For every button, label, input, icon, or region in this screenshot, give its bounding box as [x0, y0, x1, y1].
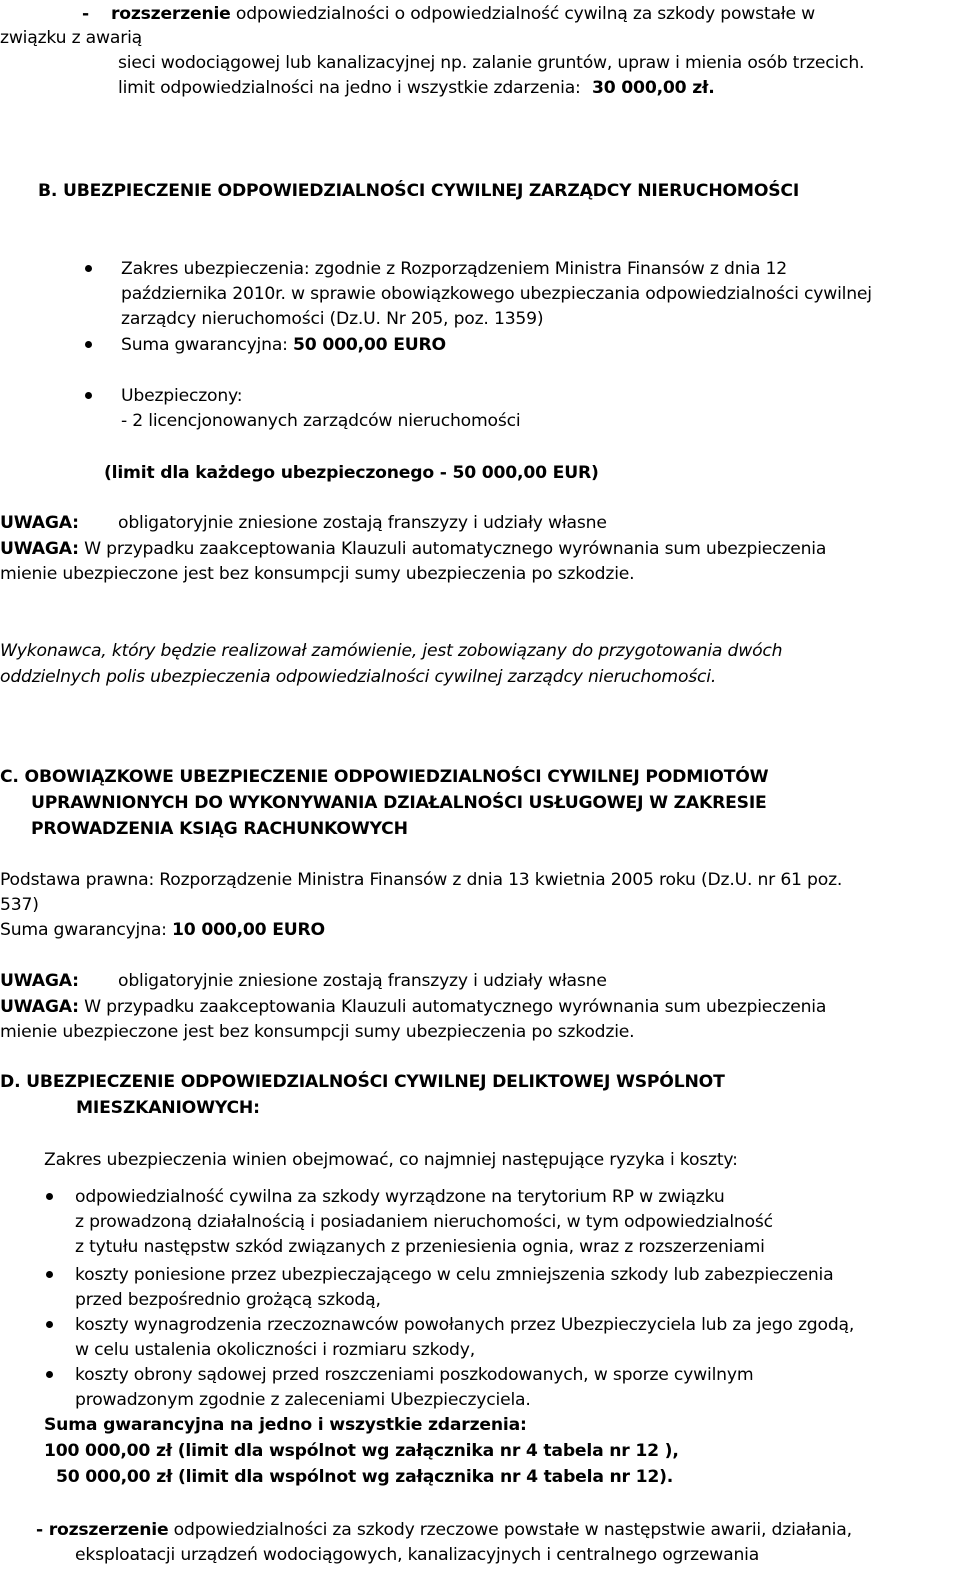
- d-sum-heading: Suma gwarancyjna na jedno i wszystkie zdarzenia:: [44, 1415, 527, 1435]
- top-limit-label: limit odpowiedzialności na jedno i wszystkie zdarzenia:: [118, 78, 581, 98]
- bullet-icon: [85, 341, 92, 348]
- d-extension-line-1-rest: odpowiedzialności za szkody rzeczowe powstałe w następstwie awarii, działania,: [168, 1520, 852, 1540]
- c-warning-2-text: W przypadku zaakceptowania Klauzuli automatycznego wyrównania sum ubezpieczenia: [78, 997, 827, 1017]
- bullet-icon: [46, 1371, 53, 1378]
- b-insured-label: Ubezpieczony:: [121, 386, 243, 406]
- b-limit-note: (limit dla każdego ubezpieczonego - 50 000,00 EUR): [104, 463, 599, 483]
- section-d-heading-line-2: MIESZKANIOWYCH:: [76, 1098, 260, 1118]
- top-line-3: sieci wodociągowej lub kanalizacyjnej np. zalanie gruntów, upraw i mienia osób trzecich.: [118, 53, 865, 73]
- c-sum-value: 10 000,00 EURO: [172, 920, 325, 940]
- d-sum-line-2: 50 000,00 zł (limit dla wspólnot wg załącznika nr 4 tabela nr 12).: [56, 1467, 674, 1487]
- b-sum-line: [121, 334, 446, 356]
- bold-word: rozszerzenie: [110, 4, 231, 24]
- d-sum-line-1: 100 000,00 zł (limit dla wspólnot wg załącznika nr 4 tabela nr 12 ),: [44, 1441, 679, 1461]
- b-sum-label: Suma gwarancyjna:: [121, 335, 294, 355]
- bullet-icon: [85, 392, 92, 399]
- d-bullet-2-line-1: koszty poniesione przez ubezpieczającego w celu zmniejszenia szkody lub zabezpieczenia: [75, 1265, 834, 1285]
- b-sum-value: 50 000,00 EURO: [293, 335, 446, 355]
- d-bullet-1-line-1: odpowiedzialność cywilna za szkody wyrządzone na terytorium RP w związku: [75, 1187, 725, 1207]
- b-insured-line: - 2 licencjonowanych zarządców nieruchomości: [121, 411, 521, 431]
- c-warning-1-text: obligatoryjnie zniesione zostają franszyzy i udziały własne: [118, 971, 607, 991]
- d-bullet-2-line-2: przed bezpośrednio grożącą szkodą,: [75, 1290, 381, 1310]
- section-c-heading-line-1: C. OBOWIĄZKOWE UBEZPIECZENIE ODPOWIEDZIALNOŚCI CYWILNEJ PODMIOTÓW: [0, 767, 769, 787]
- c-warning-2-label: UWAGA:: [0, 997, 79, 1017]
- dash: -: [82, 4, 89, 24]
- c-basis-line-2: 537): [0, 895, 39, 915]
- bullet-icon: [85, 265, 92, 272]
- b-italic-line-2: oddzielnych polis ubezpieczenia odpowiedzialności cywilnej zarządcy nieruchomości.: [0, 667, 717, 687]
- d-bullet-1-line-2: z prowadzoną działalnością i posiadaniem nieruchomości, w tym odpowiedzialność: [75, 1212, 773, 1232]
- c-warning-1-label: UWAGA:: [0, 971, 79, 991]
- d-extension-line-1: [36, 1519, 852, 1541]
- b-warning-1-label: UWAGA:: [0, 513, 79, 533]
- c-basis-line-1: Podstawa prawna: Rozporządzenie Ministra Finansów z dnia 13 kwietnia 2005 roku (Dz.U. nr 61 poz.: [0, 870, 843, 890]
- top-line-1-rest: odpowiedzialności o odpowiedzialność cywilną za szkody powstałe w: [230, 4, 815, 24]
- top-limit-value: 30 000,00 zł.: [592, 78, 715, 98]
- b-warning-2-text: W przypadku zaakceptowania Klauzuli automatycznego wyrównania sum ubezpieczenia: [78, 539, 827, 559]
- d-bullet-3-line-1: koszty wynagrodzenia rzeczoznawców powołanych przez Ubezpieczyciela lub za jego zgodą,: [75, 1315, 855, 1335]
- d-bullet-4-line-2: prowadzonym zgodnie z zaleceniami Ubezpieczyciela.: [75, 1390, 531, 1410]
- d-bullet-4-line-1: koszty obrony sądowej przed roszczeniami poszkodowanych, w sporze cywilnym: [75, 1365, 754, 1385]
- b-scope-line-1: Zakres ubezpieczenia: zgodnie z Rozporządzeniem Ministra Finansów z dnia 12: [121, 259, 788, 279]
- d-extension-bold: - rozszerzenie: [36, 1520, 169, 1540]
- b-scope-line-2: października 2010r. w sprawie obowiązkowego ubezpieczania odpowiedzialności cywilnej: [121, 284, 872, 304]
- section-d-heading-line-1: D. UBEZPIECZENIE ODPOWIEDZIALNOŚCI CYWILNEJ DELIKTOWEJ WSPÓLNOT: [0, 1072, 725, 1092]
- d-extension-line-2: eksploatacji urządzeń wodociągowych, kanalizacyjnych i centralnego ogrzewania: [75, 1545, 760, 1565]
- b-scope-line-3: zarządcy nieruchomości (Dz.U. Nr 205, poz. 1359): [121, 309, 544, 329]
- top-line-1: [82, 3, 815, 25]
- d-bullet-3-line-2: w celu ustalenia okoliczności i rozmiaru szkody,: [75, 1340, 475, 1360]
- bullet-icon: [46, 1271, 53, 1278]
- c-warning-2: [0, 996, 826, 1018]
- b-italic-line-1: Wykonawca, który będzie realizował zamówienie, jest zobowiązany do przygotowania dwóch: [0, 641, 783, 661]
- b-warning-2-label: UWAGA:: [0, 539, 79, 559]
- section-b-heading: B. UBEZPIECZENIE ODPOWIEDZIALNOŚCI CYWILNEJ ZARZĄDCY NIERUCHOMOŚCI: [38, 181, 800, 201]
- d-scope-intro: Zakres ubezpieczenia winien obejmować, co najmniej następujące ryzyka i koszty:: [44, 1150, 738, 1170]
- c-sum-label: Suma gwarancyjna:: [0, 920, 173, 940]
- c-warning-2-line-2: mienie ubezpieczone jest bez konsumpcji sumy ubezpieczenia po szkodzie.: [0, 1022, 635, 1042]
- section-c-heading-line-3: PROWADZENIA KSIĄG RACHUNKOWYCH: [31, 819, 408, 839]
- b-warning-1-text: obligatoryjnie zniesione zostają franszyzy i udziały własne: [118, 513, 607, 533]
- bullet-icon: [46, 1193, 53, 1200]
- section-c-heading-line-2: UPRAWNIONYCH DO WYKONYWANIA DZIAŁALNOŚCI USŁUGOWEJ W ZAKRESIE: [31, 793, 767, 813]
- top-line-2: związku z awarią: [0, 28, 142, 48]
- b-warning-2: [0, 538, 826, 560]
- b-warning-2-line-2: mienie ubezpieczone jest bez konsumpcji sumy ubezpieczenia po szkodzie.: [0, 564, 635, 584]
- bullet-icon: [46, 1321, 53, 1328]
- c-sum-line: [0, 919, 325, 941]
- d-bullet-1-line-3: z tytułu następstw szkód związanych z przeniesienia ognia, wraz z rozszerzeniami: [75, 1237, 765, 1257]
